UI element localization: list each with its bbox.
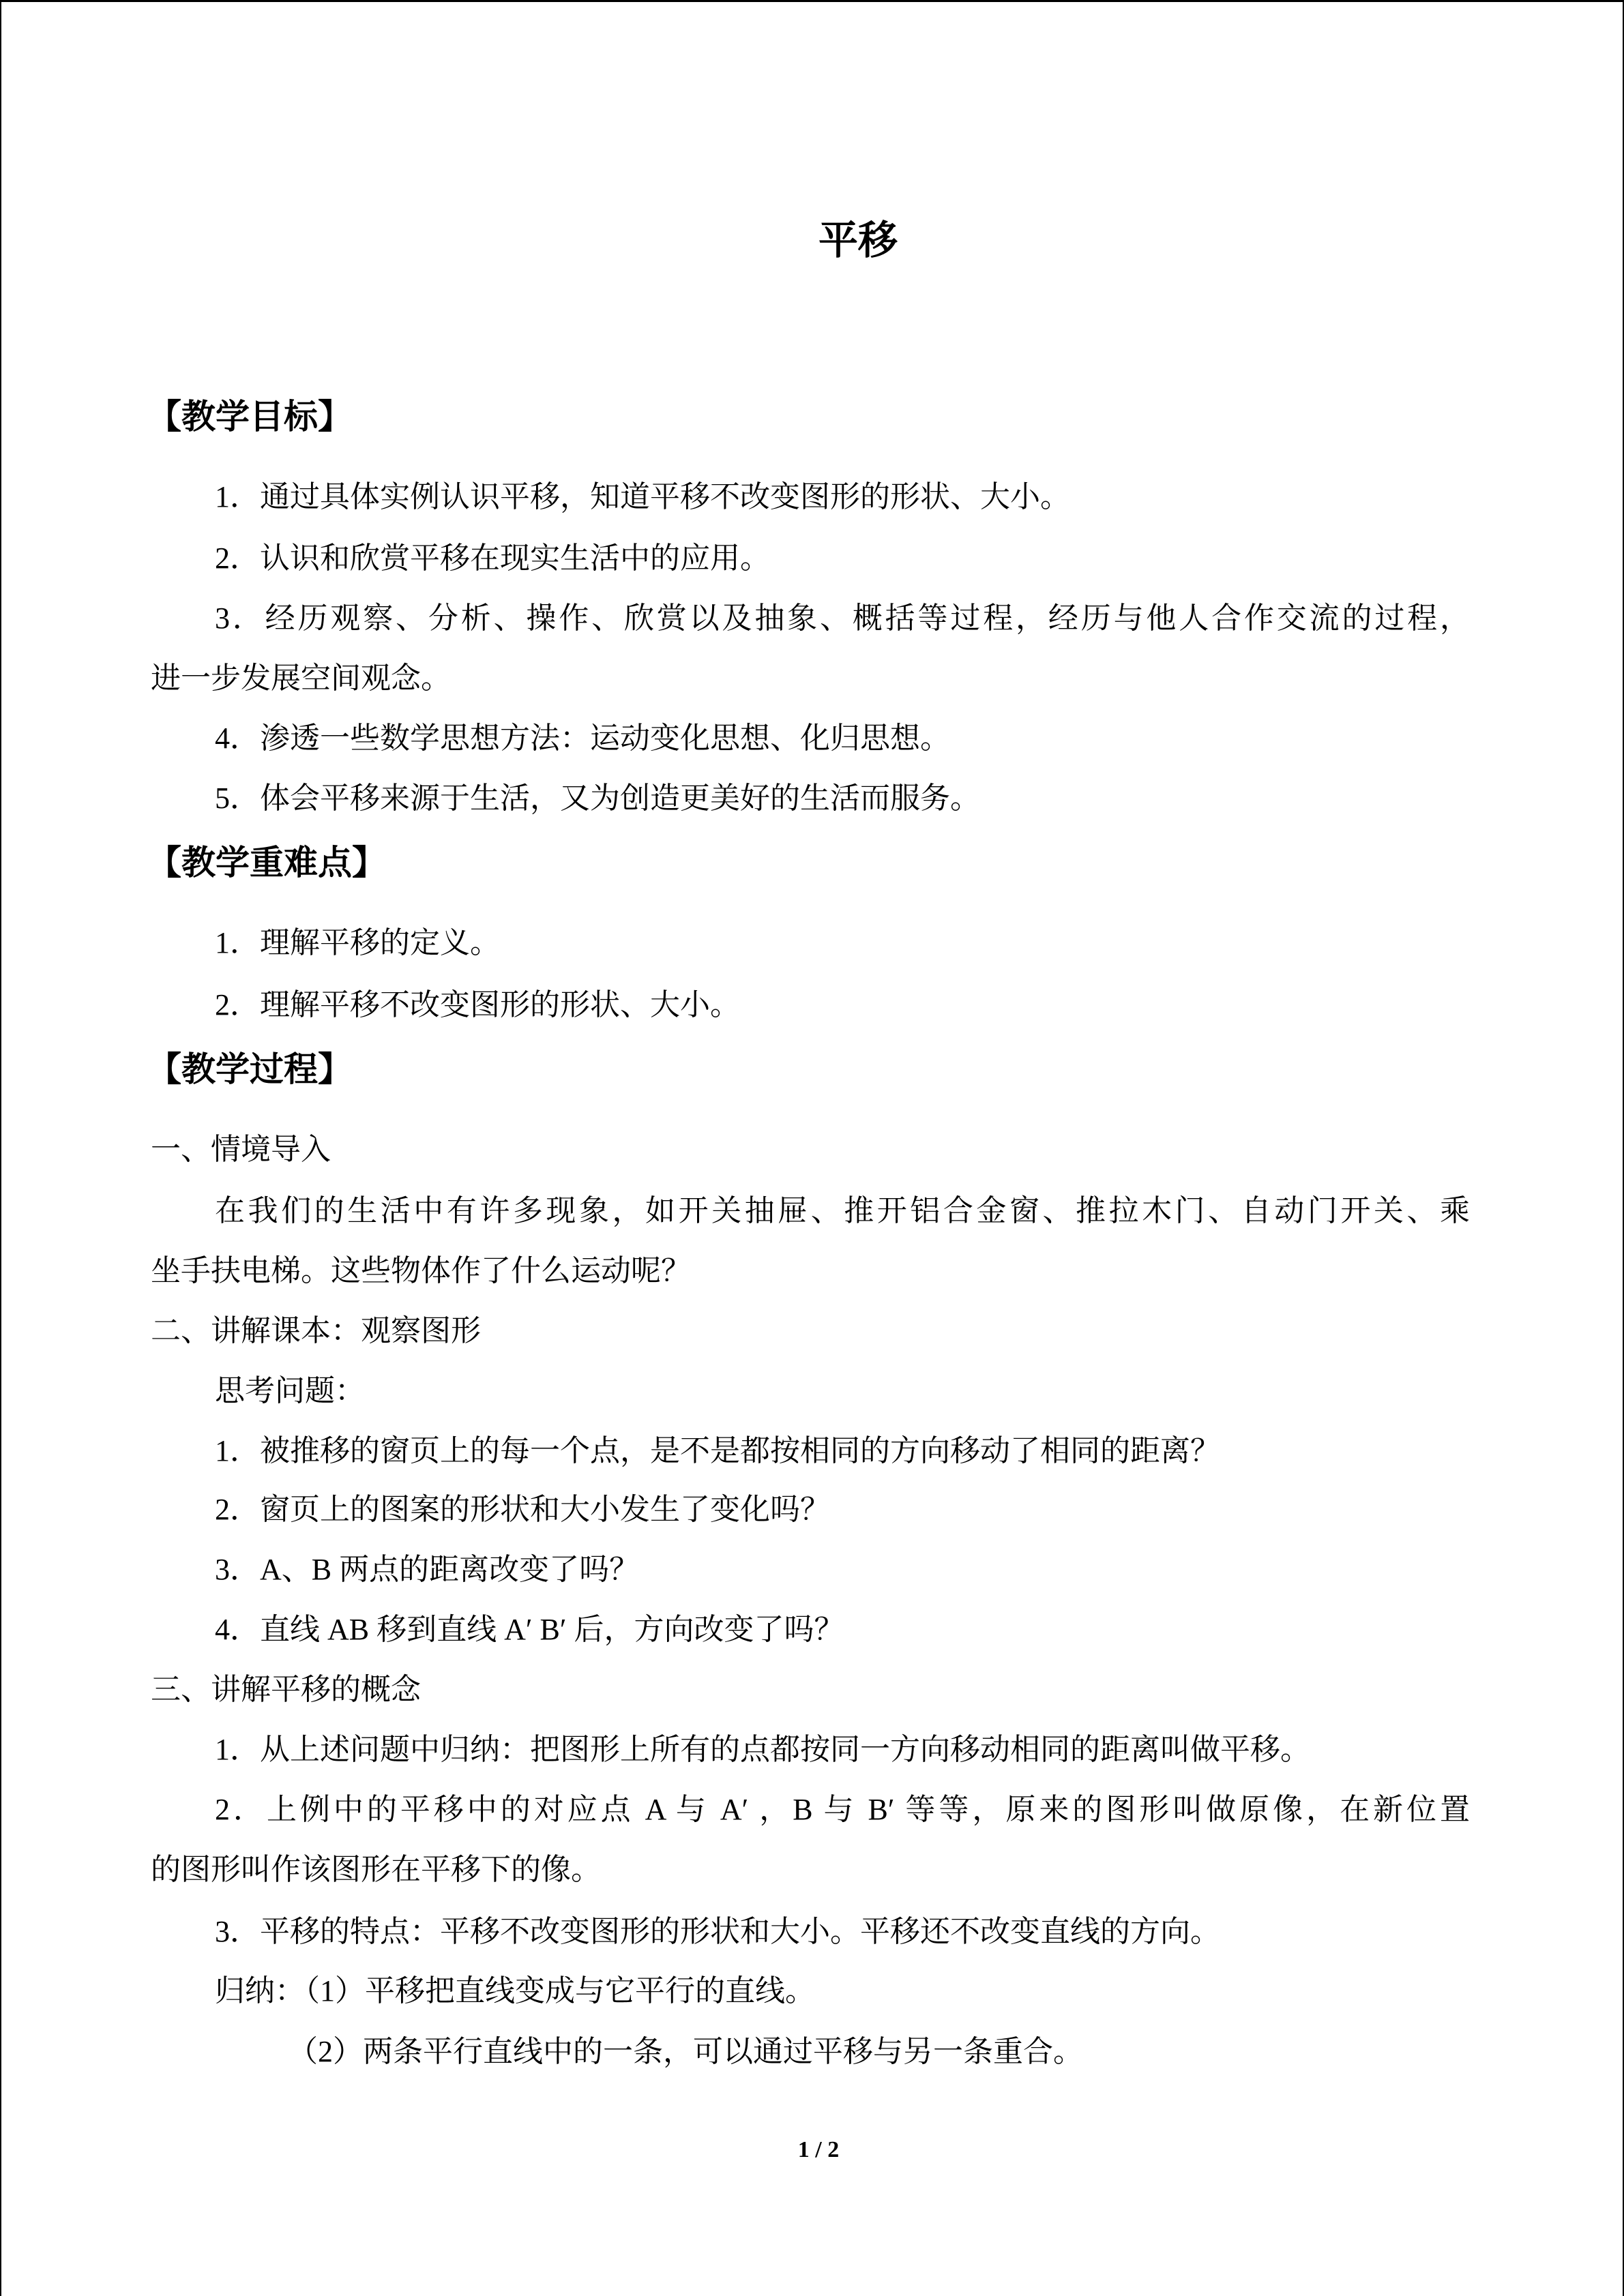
intro-paragraph-line-2: 坐手扶电梯。这些物体作了什么运动呢？ — [151, 1254, 691, 1287]
concept-item-2-line-1: 2．上例中的平移中的对应点 A 与 A′ ，B 与 B′ 等等，原来的图形叫做原像，在新位置 — [215, 1793, 1470, 1826]
objective-item-3-line-1: 3．经历观察、分析、操作、欣赏以及抽象、概括等过程，经历与他人合作交流的过程， — [215, 601, 1470, 635]
thinking-questions-label: 思考问题： — [215, 1374, 365, 1407]
objective-item-3-line-2: 进一步发展空间观念。 — [151, 661, 451, 695]
objective-item-4: 4．渗透一些数学思想方法：运动变化思想、化归思想。 — [215, 721, 950, 755]
page-number: 1 / 2 — [797, 2137, 840, 2162]
objective-item-1: 1．通过具体实例认识平移，知道平移不改变图形的形状、大小。 — [215, 480, 1070, 513]
process-part-3-title: 三、讲解平移的概念 — [151, 1673, 421, 1706]
teaching-process-heading: 【教学过程】 — [147, 1050, 352, 1088]
process-part-1-title: 一、情境导入 — [151, 1133, 331, 1166]
intro-paragraph-line-1: 在我们的生活中有许多现象，如开关抽屉、推开铝合金窗、推拉木门、自动门开关、乘 — [215, 1194, 1470, 1227]
summary-line-1: 归纳：（1）平移把直线变成与它平行的直线。 — [215, 1974, 815, 2008]
process-part-2-title: 二、讲解课本：观察图形 — [151, 1314, 481, 1347]
difficulty-item-2: 2．理解平移不改变图形的形状、大小。 — [215, 988, 740, 1022]
difficulty-item-1: 1．理解平移的定义。 — [215, 926, 500, 959]
concept-item-2-line-2: 的图形叫作该图形在平移下的像。 — [151, 1853, 601, 1886]
key-difficulties-heading: 【教学重难点】 — [147, 844, 386, 882]
concept-item-1: 1．从上述问题中归纳：把图形上所有的点都按同一方向移动相同的距离叫做平移。 — [215, 1733, 1310, 1766]
question-item-1: 1．被推移的窗页上的每一个点，是不是都按相同的方向移动了相同的距离？ — [215, 1434, 1220, 1467]
concept-item-3: 3．平移的特点：平移不改变图形的形状和大小。平移还不改变直线的方向。 — [215, 1915, 1220, 1948]
question-item-4: 4．直线 AB 移到直线 A′ B′ 后，方向改变了吗？ — [215, 1613, 844, 1646]
summary-line-2: （2）两条平行直线中的一条，可以通过平移与另一条重合。 — [288, 2035, 1083, 2068]
objective-item-2: 2．认识和欣赏平移在现实生活中的应用。 — [215, 541, 770, 575]
question-item-2: 2．窗页上的图案的形状和大小发生了变化吗？ — [215, 1493, 830, 1526]
teaching-objectives-heading: 【教学目标】 — [147, 398, 352, 436]
objective-item-5: 5．体会平移来源于生活，又为创造更美好的生活而服务。 — [215, 781, 980, 815]
page-title: 平移 — [818, 218, 898, 263]
question-item-3: 3．A、B 两点的距离改变了吗？ — [215, 1553, 640, 1586]
